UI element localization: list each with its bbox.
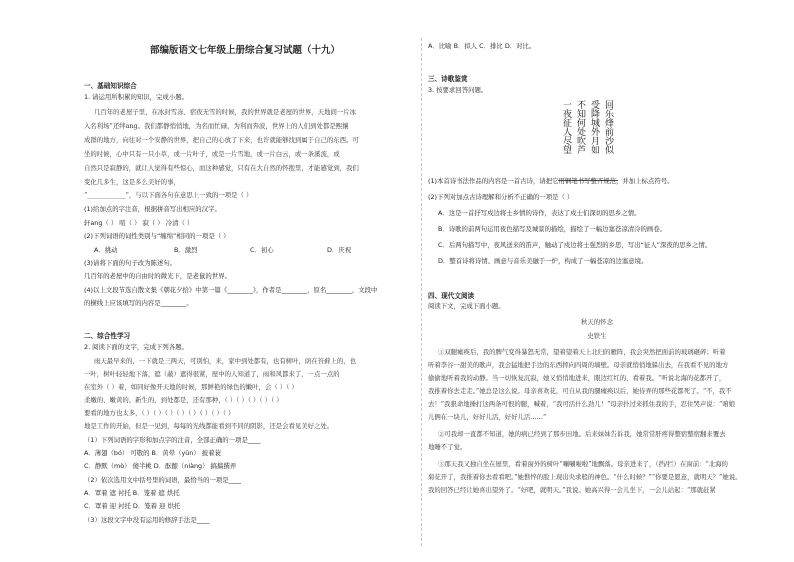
essay-line: 菊花开了，我推着你去看看吧。”她憔悴的脸上现出央求般的神色。“什么时候？”“你要是愿意，就明天？”她说。 <box>428 473 742 481</box>
essay-line: 去！”我狠命地捶打这两条可恨的腿，喊着，“我可活什么劲儿！”母亲扑过来抓住我的手，忍住哭声说：“咱娘 <box>428 400 736 408</box>
essay-line: 偷偷地听着我的动静。当一切恢复沉寂，她又悄悄地进来，眼边红红的，看着我。“听说北海的花都开了， <box>428 374 726 382</box>
option-a[interactable]: A．挑动 <box>94 246 118 254</box>
essay-line: ①双腿瘫痪后，我的脾气变得暴怒无常，望着望着天上北归的雁阵，我会突然把面前的玻璃砸碎；听着 <box>438 348 726 356</box>
essay-title: 秋天的怀念 <box>581 318 613 326</box>
option-row[interactable]: C．罩着 迎 衬托 D．笼着 迎 烘托 <box>84 502 181 510</box>
question-4: 阅读下文，完成下面小题。 <box>428 302 505 310</box>
poem-column: 不知何处吹芦 <box>575 100 585 154</box>
question-3-2: (2)下列对加点古诗理解和分析不正确的一项是（ ） <box>428 193 574 201</box>
option-b[interactable]: B．激烈 <box>174 246 198 254</box>
option-c[interactable]: C．初心 <box>250 246 274 254</box>
question-1-4-cont: 的横线上应该填写的内容是________。 <box>84 299 193 307</box>
option-row[interactable]: C．静默（mò） 傻半桃 D．酝酿（niàng） 搞搞撰弄 <box>84 462 237 470</box>
question-1-4: (4)以上文段节选自散文集《朝花夕拾》中第一篇《________》，作者是________，原名________，文段中 <box>84 286 378 294</box>
passage-line: 坐的时候，心中只有一只小草，或一片叶子，或是一片雪地，或一片白云，或一条溪流，或 <box>84 150 340 158</box>
section-poetry: 三、诗歌鉴赏 <box>428 75 468 83</box>
essay-line: 听着李谷一甜美的歌声，我会猛地把手边的东西摔向四周的墙壁。母亲就悄悄地躲出去，在我看不见的地方 <box>428 361 729 369</box>
poem-column: 一夜征人尽望 <box>561 100 571 154</box>
essay-author: 史铁生 <box>587 332 607 340</box>
question-1-1: (1)给加点的字注音，根据拼音写出相应的汉字。 <box>84 205 221 213</box>
passage-line: 柔嫩的、嫩黄的、新生的，到处都是，还有那种，（ ）（ ）（ ）（ ）（ ） <box>84 396 283 404</box>
question-1-3: (3)请将下面的句子改为陈述句。 <box>84 259 177 267</box>
passage-line: 变化几多生，这是多么美好的事， <box>84 178 180 186</box>
question-2-3-options[interactable]: A．比喻 B．拟人 C．排比 D．对比。 <box>428 42 536 50</box>
option-a[interactable]: A．这是一首抒写戍边将士乡情的诗作，表达了戍士们深切的思乡之情。 <box>438 209 641 217</box>
question-3-1: (1)本首诗书法作品的内容是一首古诗，请把它用钢笔书写整齐规范，并加上标点符号。 <box>428 177 674 185</box>
poem-column: 回乐烽前沙似 <box>603 100 613 154</box>
passage-line: 自然只是寂静的，就让人觉得有些惊心，而这种感觉，只有在大自然的怀抱里，才能感觉到，我们 <box>84 164 359 172</box>
option-row[interactable]: A．薄翅（bó） 可敬的 B．黄晕（yūn） 披着蓑 <box>84 449 221 457</box>
option-c[interactable]: C．后两句描写中，夜风送来的笛声，触动了戍边将士强烈的乡思，写出“征人”深夜的思乡之情。 <box>438 241 712 249</box>
passage-line: 地是工作的开始，但是一见到，每每的光线都能看到不同的阴影，还是会看见美好之处。 <box>84 422 334 430</box>
passage-line: 入名利场”还绊ang。我们都静悄悄地，为名而忙碌，为利而奔波，世界上的人们到处都是熙攘 <box>84 122 349 130</box>
passage-line: 成群的地方，向往对一个安静的世界，把自己的心放了下来，也许就能够找到属于自己的东西。可 <box>84 136 359 144</box>
question-1: 1. 请运用所积累的知识，完成小题。 <box>84 93 188 101</box>
question-3: 3. 按要求回答问题。 <box>428 86 488 94</box>
question-2-3: （3）这段文字中没有运用的修辞手法是____ <box>84 516 210 524</box>
question-2-1: （1）下列词语的字形和加点字的注音，全部正确的一项是____ <box>84 436 261 444</box>
option-row[interactable]: A．罩着 遮 衬托 B．笼着 遮 烘托 <box>84 489 180 497</box>
essay-line: ③那天我又独自坐在屋里，看着窗外的树叶“唰唰啦啦”地飘落。母亲进来了，（挡/拦）在窗前：“北海的 <box>438 460 728 468</box>
column-divider <box>421 38 422 546</box>
passage-line: 几百年的老屋子里，在冰封雪冻、宿夜无雪的时候，我的世界就是老屋的世界，天地间一片冰 <box>94 108 357 116</box>
essay-line: 我的回答已经让她喜出望外了。“好吧，就明天。”我说。她高兴得一会儿坐下，一会儿站起：“那就赶紧 <box>428 486 716 494</box>
option-d[interactable]: D．庆祝 <box>327 246 352 254</box>
essay-line: 儿俩在一块儿，好好儿活，好好儿活……” <box>428 413 547 421</box>
essay-line: 我推着你去走走。”她总是这么说。母亲喜欢花，可自从我的腿瘫痪以后，她侍弄的那些花都死了。“不，我不 <box>428 387 732 395</box>
poem-column: 受降城外月如 <box>589 100 599 154</box>
option-b[interactable]: B．诗歌的前两句运用夜色描写及城景的描绘，描绘了一幅边塞苍凉清冷的画卷。 <box>438 225 667 233</box>
section-basic-knowledge: 一、基础知识综合 <box>84 82 137 90</box>
passage-line: 一叶，树叶轻轻地下落，遮（蔽）遮得很紧，屋中的人知道了，雨和风都来了，一点一点的 <box>84 370 340 378</box>
passage-line: “____________”，与以下面各句在意思上一致的一项是（ ） <box>84 191 253 199</box>
question-1-2: (2)下列词语的词性类别与“缠绵”相同的一项是（ ） <box>84 232 230 240</box>
essay-line: ②可我却一直都不知道，她的病已经到了那步田地。后来妹妹告诉我，她常常肝疼得整宿整宿翻来覆去 <box>438 430 726 438</box>
passage-line: 雨天最早来的，一下就是三两天，可别怕，来，家中到处都有，也有树叶，荫在苔藓上的，也 <box>94 357 357 365</box>
passage-line: 要看的地方也太多，（ ）（ ）（ ）（ ）（ ）（ ）（ ）（ ） <box>84 409 235 417</box>
question-2: 2. 阅读下面的文字，完成下列各题。 <box>84 343 188 351</box>
page-title: 部编版语文七年级上册综合复习试题（十九） <box>150 45 341 56</box>
passage-line: 在室外（ ）着，如同好像开天地的时候，那鲜艳的绿色的嫩叶，会（ ）（ ） <box>84 383 298 391</box>
essay-line: 地睡不了觉。 <box>428 443 467 451</box>
pinyin-items: 轩ang（ ） 喧（ ） 寂（ ） 冷清（ ） <box>84 219 194 227</box>
option-d[interactable]: D．整首诗将诗情、画意与音乐美融于一炉，构成了一幅苍凉的边塞意境。 <box>438 257 648 265</box>
section-comprehensive: 二、综合性学习 <box>84 332 131 340</box>
question-2-2: （2）依次选用文中括号里的词语，最恰当的一项是____ <box>84 476 242 484</box>
section-modern-reading: 四、现代文阅读 <box>428 292 475 300</box>
question-1-3-sentence: 几百年的老屋中的自由时的微光下，是老鼠的世界。 <box>84 272 231 280</box>
calligraphy-poem <box>558 100 638 182</box>
